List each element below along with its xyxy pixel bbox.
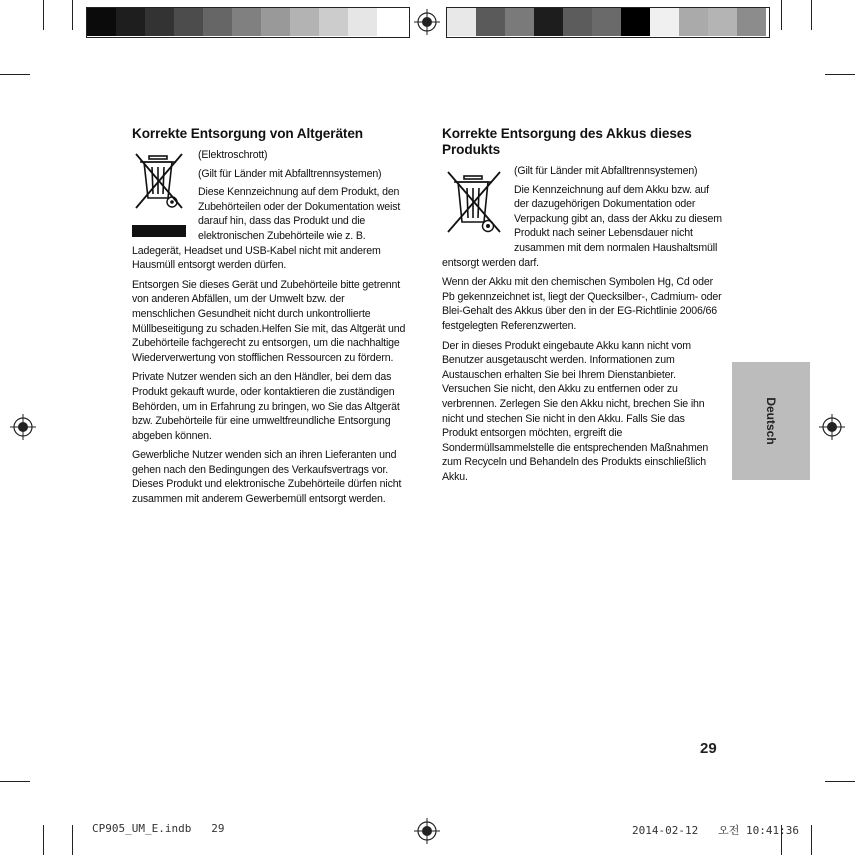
right-intro-text xyxy=(514,164,722,179)
weee-bin-block xyxy=(132,150,188,237)
paragraph: Entsorgen Sie dieses Gerät und Zubehörteile bitte getrennt von anderen Abfällen, um der Umwelt bzw. der menschlichen Gesundheit nicht durch unkontrollierte Müllbeseitigung zu schaden.Helfen Sie mit, das Altgerät und Zubehörteile fachgerecht zu entsorgen, um die nachhaltige Wiederverwertung von stofflichen Ressourcen zu fördern. xyxy=(132,278,406,364)
crop-mark xyxy=(72,0,73,30)
crop-mark xyxy=(811,825,812,855)
left-intro-text xyxy=(198,148,410,181)
crop-mark xyxy=(811,0,812,30)
crop-mark xyxy=(72,825,73,855)
registration-mark-icon xyxy=(819,414,845,440)
page-number: 29 xyxy=(700,740,717,757)
right-intro xyxy=(442,164,722,270)
paragraph: Der in dieses Produkt eingebaute Akku kann nicht vom Benutzer ausgetauscht werden. Informationen zum Austauschen erhalten Sie bei Ihrem Dienstanbieter. Versuchen Sie nicht, den Akku zu entfernen oder zu verbrennen. Zerlegen Sie den Akku nicht, brechen Sie ihn nicht und stechen Sie nicht in den Akku. Falls Sie das Produkt entsorgen möchten, ergreift die Sondermüllsammelstelle die entsprechenden Maßnahmen zum Recyceln und Behandeln des Produkts einschließlich Akku. xyxy=(442,339,709,483)
language-tab xyxy=(732,362,810,480)
left-heading: Korrekte Entsorgung von Altgeräten xyxy=(132,126,363,141)
intro-line: (Elektroschrott) xyxy=(198,149,268,161)
battery-bin-block xyxy=(442,166,508,243)
crop-mark xyxy=(43,825,44,855)
crossed-bin-icon xyxy=(132,150,188,212)
crop-mark xyxy=(825,781,855,782)
right-column xyxy=(442,126,722,489)
color-bar-left-frame xyxy=(86,7,410,38)
paragraph: Private Nutzer wenden sich an den Händler, bei dem das Produkt gekauft wurde, oder kontaktieren die zuständigen Behörden, um in Erfahrung zu bringen, wo Sie das Altgerät bzw. Zubehörteile für eine umweltfreundliche Entsorgung abgeben können. xyxy=(132,371,400,442)
color-bar-right-frame xyxy=(446,7,770,38)
footer-timestamp: 2014-02-12 오전 10:41:36 xyxy=(632,824,799,837)
crossed-bin-icon xyxy=(442,166,508,238)
paragraph-text: Die Kennzeichnung auf dem Akku bzw. auf der dazugehörigen Dokumentation oder Verpackung gibt an, dass der Akku zu diesem Produkt nach seiner Lebensdauer nicht zusammen mit dem normalen Haushaltsmüll entsorgt werden darf. xyxy=(442,183,722,269)
paragraph-text: Diese Kennzeichnung auf dem Produkt, den Zubehörteilen oder der Dokumentation weist darauf hin, dass das Produkt und die elektronischen Zubehörteile wie z. B. Ladegerät, Headset und USB-Kabel nicht mit anderem Hausmüll entsorgt werden dürfen. xyxy=(132,186,401,272)
paragraph: Gewerbliche Nutzer wenden sich an ihren Lieferanten und gehen nach den Bedingungen des Verkaufsvertrags vor. Dieses Produkt und elektronische Zubehörteile dürfen nicht zusammen mit anderem Gewerbemüll entsorgt werden. xyxy=(132,449,402,506)
crop-mark xyxy=(0,74,30,75)
weee-black-bar xyxy=(132,225,186,237)
footer-file: CP905_UM_E.indb 29 xyxy=(92,822,225,835)
left-column xyxy=(132,126,410,512)
right-heading: Korrekte Entsorgung des Akkus dieses Produkts xyxy=(442,126,692,157)
registration-mark-icon xyxy=(10,414,36,440)
language-tab-label: Deutsch xyxy=(764,397,778,445)
crop-mark xyxy=(825,74,855,75)
registration-mark-icon xyxy=(414,818,440,844)
crop-mark xyxy=(43,0,44,30)
crop-mark xyxy=(0,781,30,782)
intro-line: (Gilt für Länder mit Abfalltrennsystemen) xyxy=(514,165,698,177)
crop-mark xyxy=(781,0,782,30)
intro-line: (Gilt für Länder mit Abfalltrennsystemen) xyxy=(198,167,382,180)
registration-mark-icon xyxy=(414,9,440,35)
paragraph: Wenn der Akku mit den chemischen Symbolen Hg, Cd oder Pb gekennzeichnet ist, liegt der Quecksilber-, Cadmium- oder Blei-Gehalt des Akkus über den in der EG-Richtlinie 2006/66 festgelegten Referenzwerten. xyxy=(442,276,722,332)
left-intro xyxy=(132,148,410,273)
